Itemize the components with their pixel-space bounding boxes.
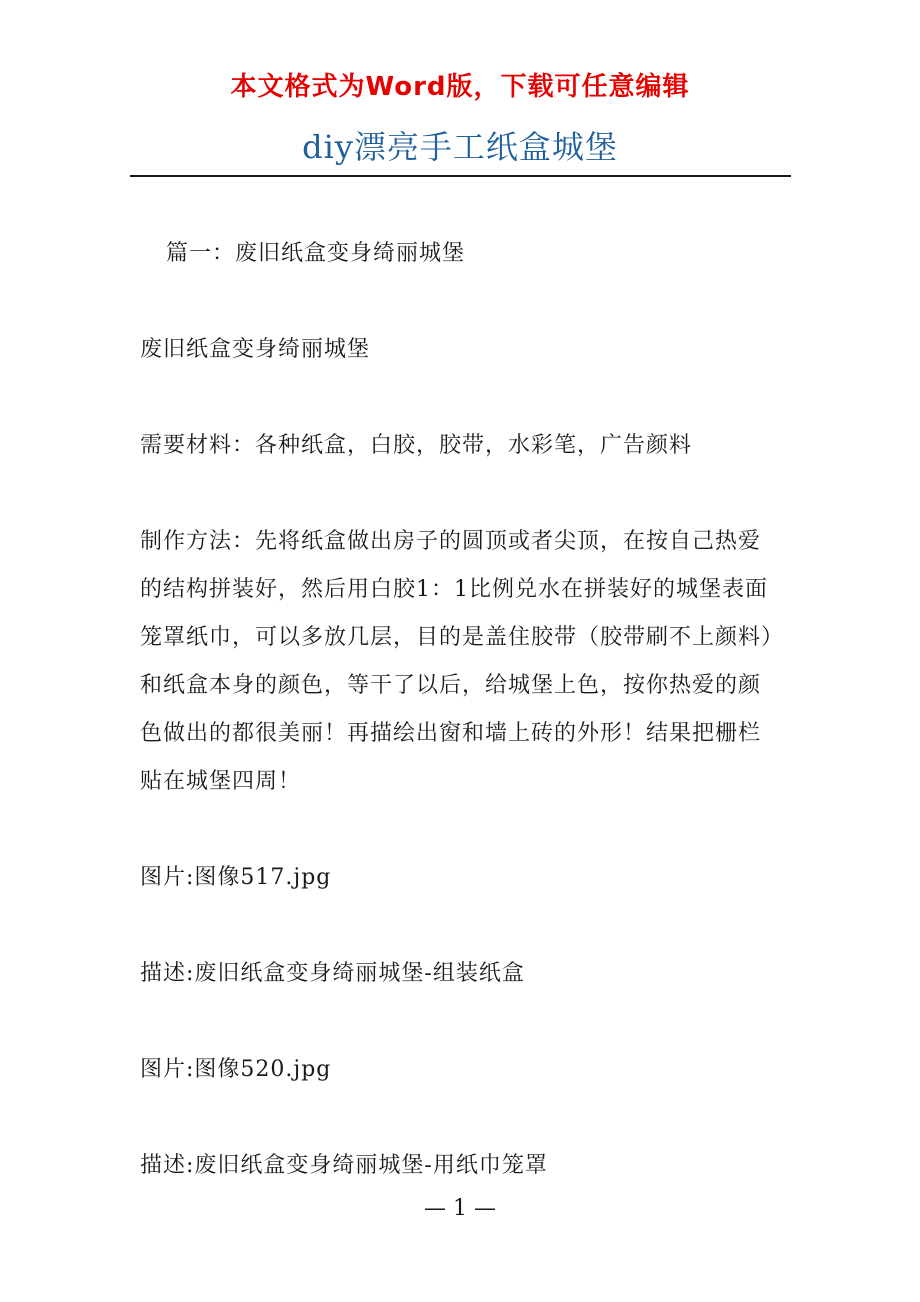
method-paragraph: 制作方法：先将纸盒做出房子的圆顶或者尖顶，在按自己热爱的结构拼装好，然后用白胶1：1比例兑水在拼装好的城堡表面笼罩纸巾，可以多放几层，目的是盖住胶带（胶带刷不上颜料）和纸盒本身的颜色，等干了以后，给城堡上色，按你热爱的颜色做出的都很美丽！再描绘出窗和墙上砖的外形！结果把栅栏贴在城堡四周！	[140, 529, 774, 794]
image-reference-2: 图片:图像520.jpg	[140, 1057, 332, 1082]
page-number: — 1 —	[424, 1196, 496, 1221]
materials-paragraph: 需要材料：各种纸盒，白胶，胶带，水彩笔，广告颜料	[140, 433, 693, 458]
image-reference-1: 图片:图像517.jpg	[140, 865, 332, 890]
paragraph-spacer	[140, 278, 782, 326]
paragraph-spacer	[140, 902, 782, 950]
image-description-1: 描述:废旧纸盒变身绮丽城堡-组装纸盒	[140, 961, 525, 986]
document-title: diy漂亮手工纸盒城堡	[302, 128, 618, 166]
paragraph-spacer	[140, 1094, 782, 1142]
paragraph-spacer	[140, 374, 782, 422]
document-body	[140, 230, 782, 1190]
section-heading: 篇一：废旧纸盒变身绮丽城堡	[166, 241, 466, 266]
format-notice-banner: 本文格式为Word版，下载可任意编辑	[230, 72, 690, 102]
header-divider	[130, 175, 791, 177]
paragraph-spacer	[140, 470, 782, 518]
subheading: 废旧纸盒变身绮丽城堡	[140, 337, 371, 362]
image-description-2: 描述:废旧纸盒变身绮丽城堡-用纸巾笼罩	[140, 1153, 548, 1178]
paragraph-spacer	[140, 998, 782, 1046]
paragraph-spacer	[140, 806, 782, 854]
